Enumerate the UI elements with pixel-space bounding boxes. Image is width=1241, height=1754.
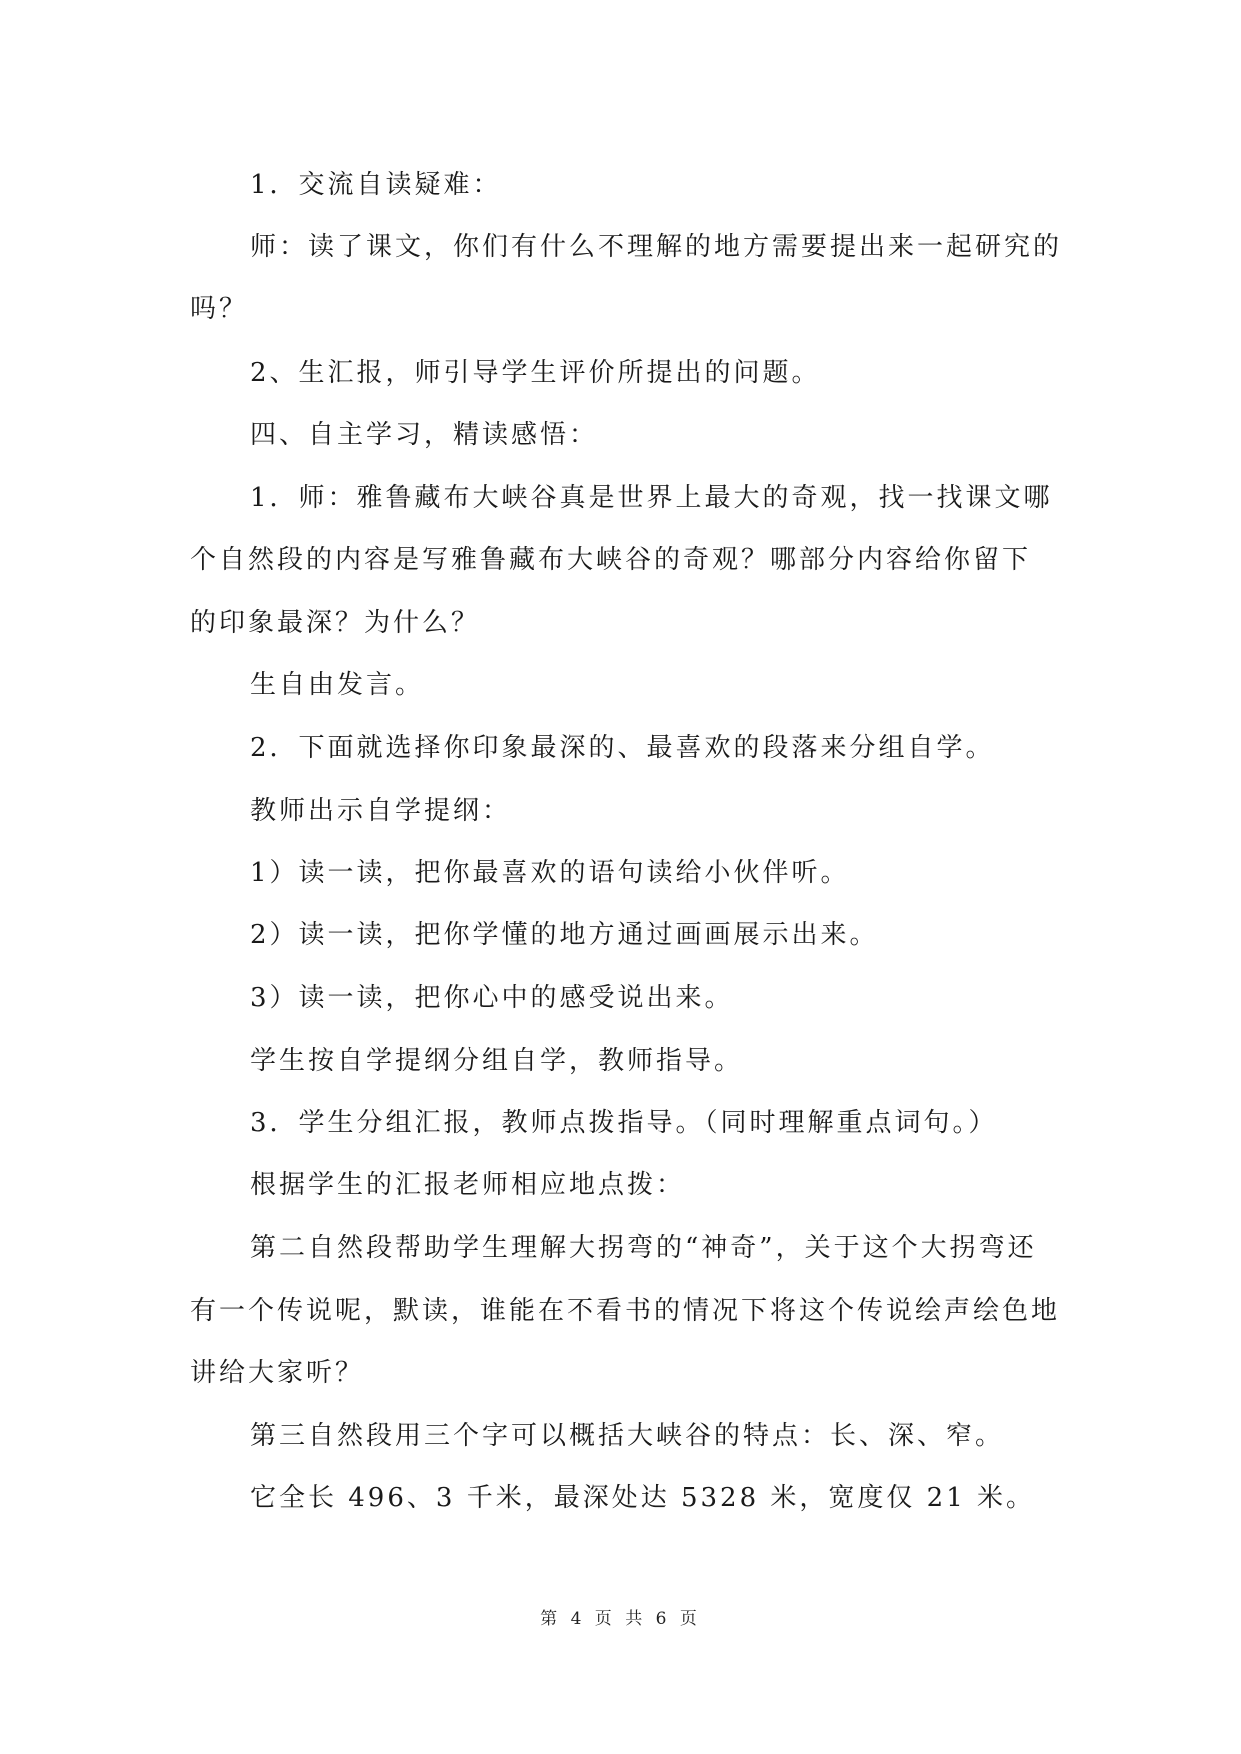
paragraph-line: 吗？ xyxy=(190,294,249,324)
paragraph-line: 个自然段的内容是写雅鲁藏布大峡谷的奇观？哪部分内容给你留下 xyxy=(190,545,1032,575)
paragraph-line: 它全长 496、3 千米，最深处达 5328 米，宽度仅 21 米。 xyxy=(250,1483,1036,1513)
paragraph-line: 1．师：雅鲁藏布大峡谷真是世界上最大的奇观，找一找课文哪 xyxy=(250,483,1053,513)
paragraph-line: 2．下面就选择你印象最深的、最喜欢的段落来分组自学。 xyxy=(250,733,995,763)
page-number-footer: 第 4 页 共 6 页 xyxy=(540,1609,701,1629)
paragraph-line: 讲给大家听？ xyxy=(190,1358,365,1388)
paragraph-line: 2、生汇报，师引导学生评价所提出的问题。 xyxy=(250,358,821,388)
paragraph-line: 师：读了课文，你们有什么不理解的地方需要提出来一起研究的 xyxy=(250,232,1063,262)
paragraph-line: 第三自然段用三个字可以概括大峡谷的特点：长、深、窄。 xyxy=(250,1421,1005,1451)
paragraph-line: 第二自然段帮助学生理解大拐弯的“神奇”，关于这个大拐弯还 xyxy=(250,1233,1037,1263)
list-item: 1）读一读，把你最喜欢的语句读给小伙伴听。 xyxy=(250,858,850,888)
list-item: 3）读一读，把你心中的感受说出来。 xyxy=(250,983,734,1013)
paragraph-line: 生自由发言。 xyxy=(250,670,425,700)
paragraph-line: 3．学生分组汇报，教师点拨指导。（同时理解重点词句。） xyxy=(250,1108,998,1138)
section-heading: 四、自主学习，精读感悟： xyxy=(250,420,599,450)
paragraph-line: 1．交流自读疑难： xyxy=(250,170,502,200)
list-item: 2）读一读，把你学懂的地方通过画画展示出来。 xyxy=(250,920,879,950)
paragraph-line: 学生按自学提纲分组自学，教师指导。 xyxy=(250,1046,744,1076)
paragraph-line: 教师出示自学提纲： xyxy=(250,796,512,826)
paragraph-line: 根据学生的汇报老师相应地点拨： xyxy=(250,1170,686,1200)
paragraph-line: 的印象最深？为什么？ xyxy=(190,608,481,638)
paragraph-line: 有一个传说呢，默读，谁能在不看书的情况下将这个传说绘声绘色地 xyxy=(190,1296,1061,1326)
